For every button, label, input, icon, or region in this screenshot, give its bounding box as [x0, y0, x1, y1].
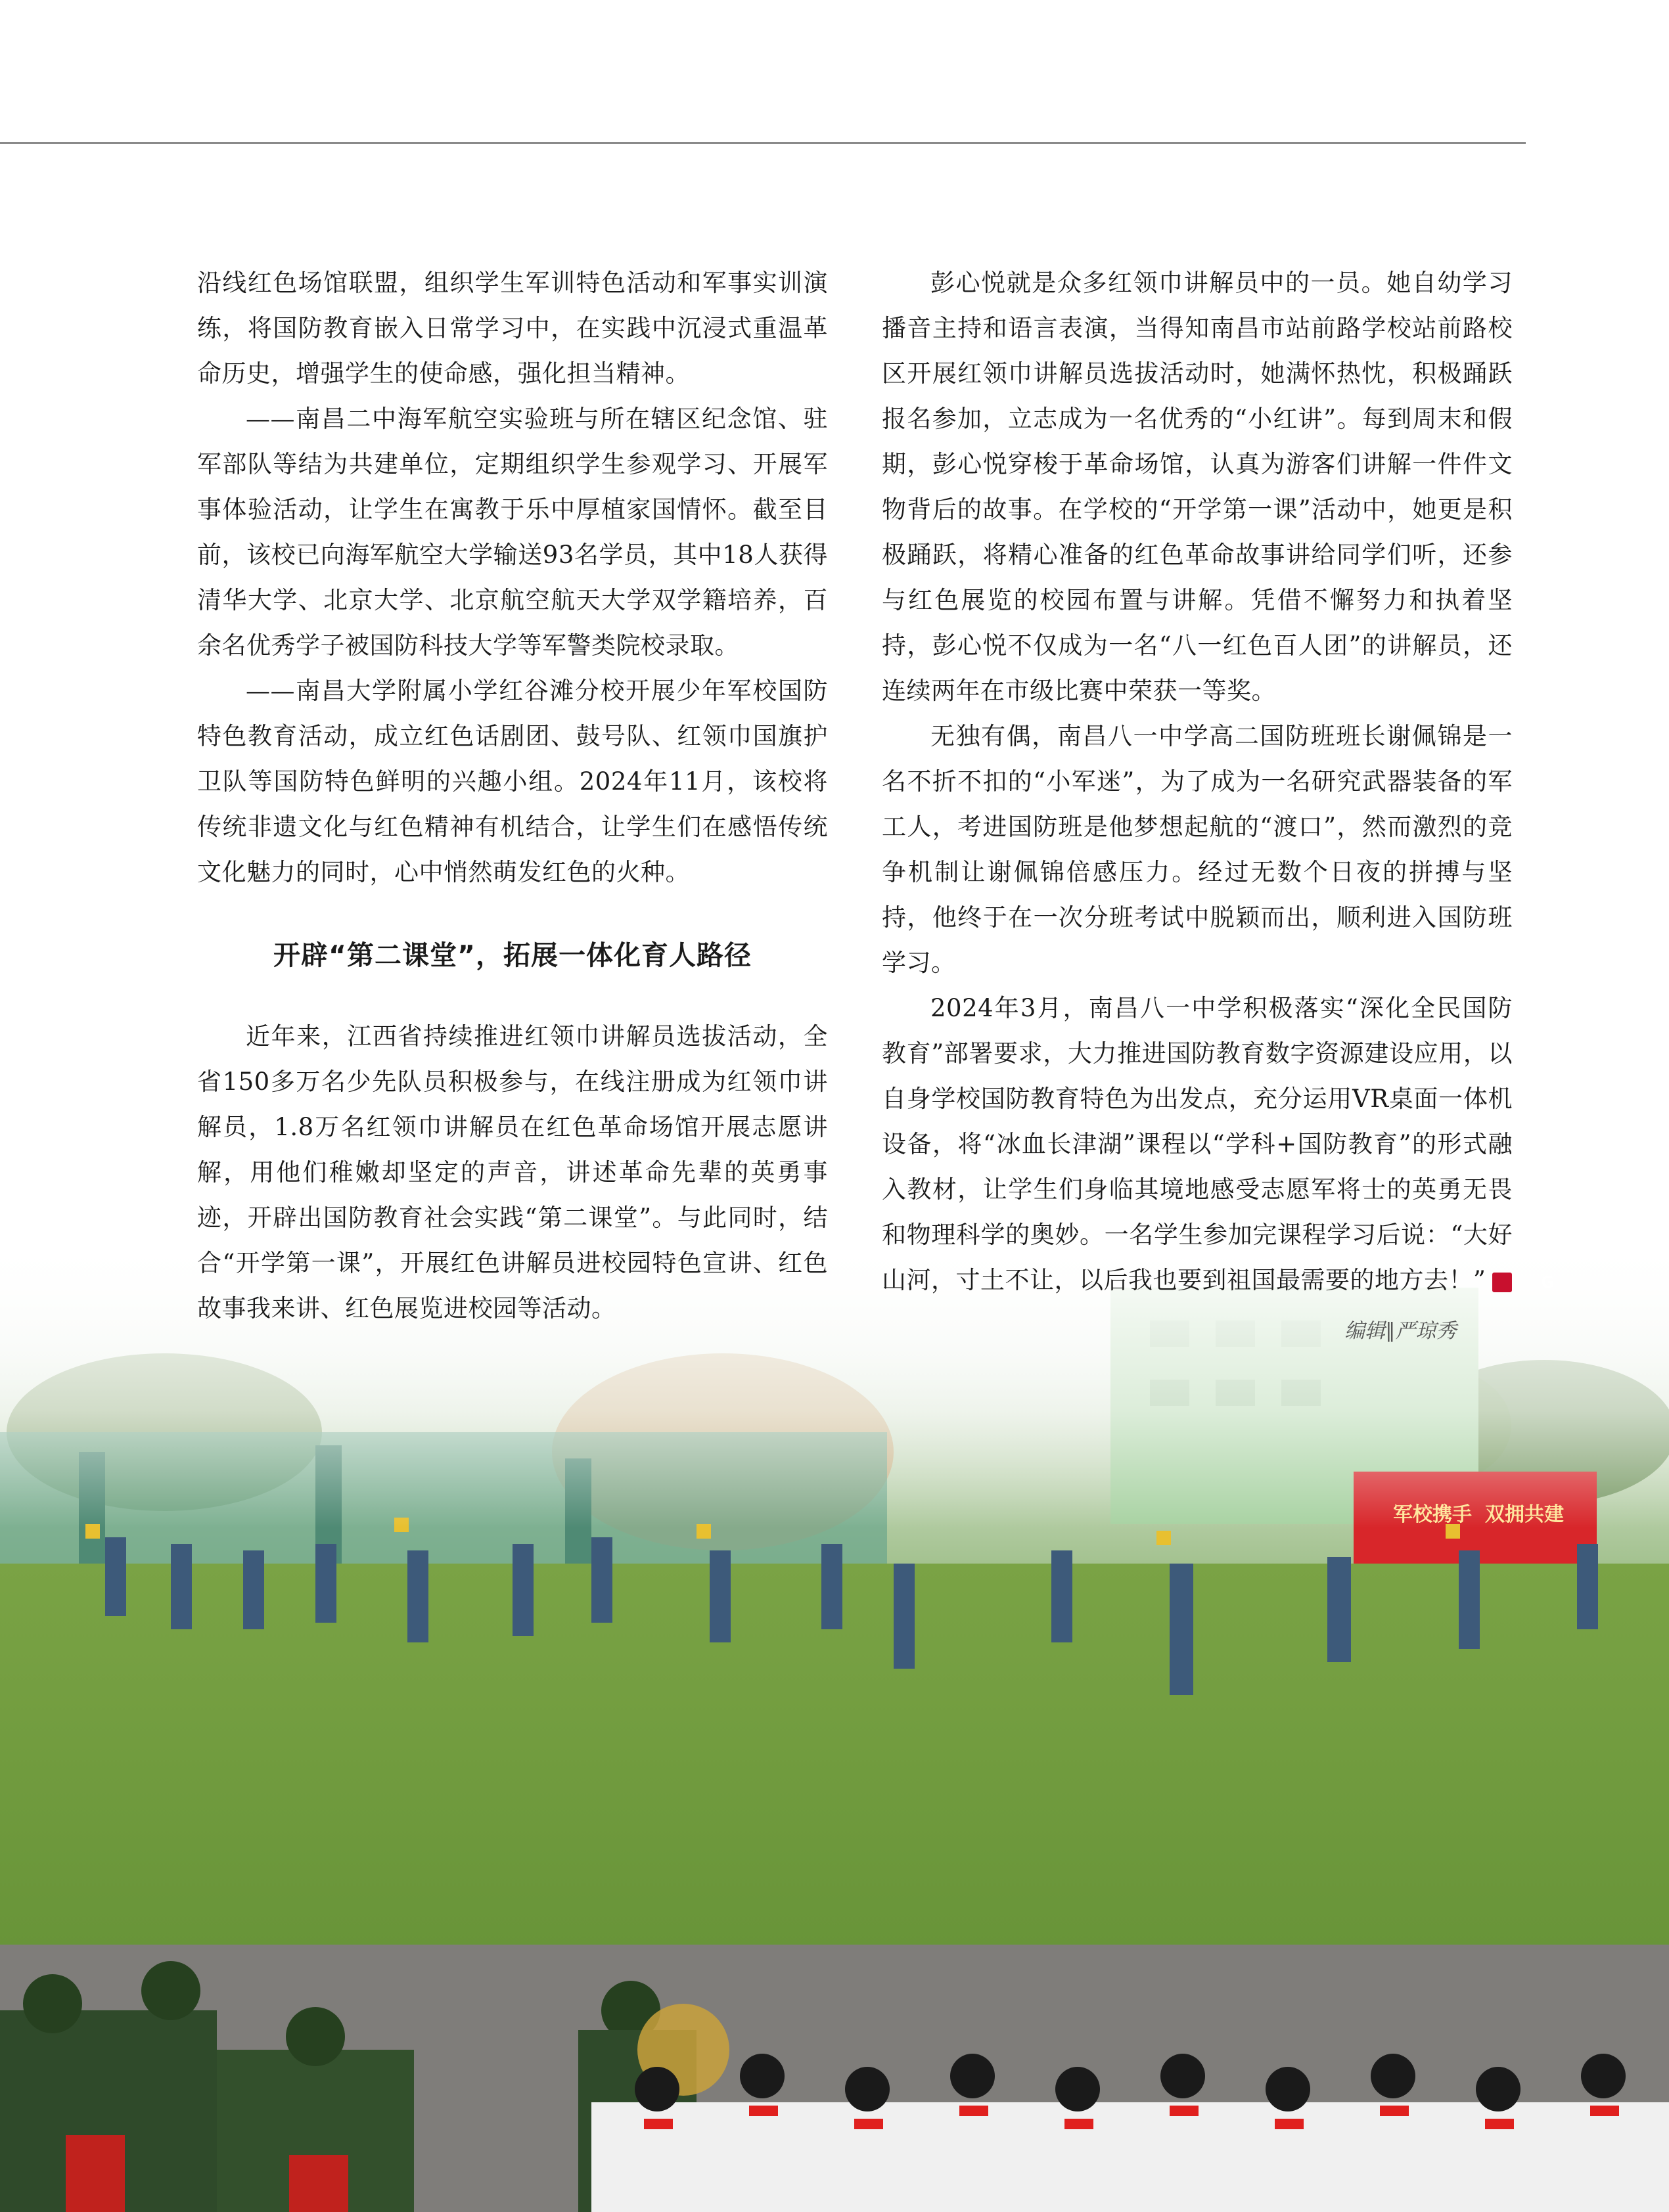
header-rule	[0, 142, 1526, 144]
photo-illustration	[0, 1235, 1669, 2212]
right-column	[882, 260, 1555, 1303]
left-paragraph: ——南昌大学附属小学红谷滩分校开展少年军校国防特色教育活动，成立红色话剧团、鼓号队、红领巾国旗护卫队等国防特色鲜明的兴趣小组。2024年11月，该校将传统非遗文化与红色精神有机结合，让学生们在感悟传统文化魅力的同时，心中悄然萌发红色的火种。	[197, 677, 828, 886]
right-paragraph-text: 2024年3月，南昌八一中学积极落实“深化全民国防教育”部署要求，大力推进国防教育数字资源建设应用，以自身学校国防教育特色为出发点，充分运用VR桌面一体机设备，将“冰血长津湖”课程以“学科+国防教育”的形式融入教材，让学生们身临其境地感受志愿军将士的英勇无畏和物理科学的奥妙。一名学生参加完课程学习后说：“大好山河，寸土不让，以后我也要到祖国最需要的地方去！”	[882, 994, 1513, 1294]
editor-credit: 编辑∥严琼秀	[1344, 1319, 1457, 1343]
left-paragraph: 近年来，江西省持续推进红领巾讲解员选拔活动，全省150多万名少先队员积极参与，在线注册成为红领巾讲解员，1.8万名红领巾讲解员在红色革命场馆开展志愿讲解，用他们稚嫩却坚定的声音，讲述革命先辈的英勇事迹，开辟出国防教育社会实践“第二课堂”。与此同时，结合“开学第一课”，开展红色讲解员进校园特色宣讲、红色故事我来讲、红色展览进校园等活动。	[197, 1022, 828, 1322]
banner-left-text: 军校携手	[1393, 1503, 1472, 1526]
left-paragraph: 沿线红色场馆联盟，组织学生军训特色活动和军事实训演练，将国防教育嵌入日常学习中，在实践中沉浸式重温革命历史，增强学生的使命感，强化担当精神。	[197, 269, 828, 388]
banner-right-text: 双拥共建	[1485, 1503, 1564, 1526]
right-paragraph: 彭心悦就是众多红领巾讲解员中的一员。她自幼学习播音主持和语言表演，当得知南昌市站前路学校站前路校区开展红领巾讲解员选拔活动时，她满怀热忱，积极踊跃报名参加，立志成为一名优秀的“小红讲”。每到周末和假期，彭心悦穿梭于革命场馆，认真为游客们讲解一件件文物背后的故事。在学校的“开学第一课”活动中，她更是积极踊跃，将精心准备的红色革命故事讲给同学们听，还参与红色展览的校园布置与讲解。凭借不懈努力和执着坚持，彭心悦不仅成为一名“八一红色百人团”的讲解员，还连续两年在市级比赛中荣获一等奖。	[882, 269, 1513, 705]
end-mark-icon: G	[1492, 1273, 1512, 1292]
right-paragraph: 无独有偶，南昌八一中学高二国防班班长谢佩锦是一名不折不扣的“小军迷”，为了成为一名研究武器装备的军工人，考进国防班是他梦想起航的“渡口”，然而激烈的竞争机制让谢佩锦倍感压力。经过无数个日夜的拼搏与坚持，他终于在一次分班考试中脱颖而出，顺利进入国防班学习。	[882, 722, 1513, 977]
right-paragraph-last	[882, 985, 1555, 1303]
left-paragraph: ——南昌二中海军航空实验班与所在辖区纪念馆、驻军部队等结为共建单位，定期组织学生参观学习、开展军事体验活动，让学生在寓教于乐中厚植家国情怀。截至目前，该校已向海军航空大学输送93名学员，其中18人获得清华大学、北京大学、北京航空航天大学双学籍培养，百余名优秀学子被国防科技大学等军警类院校录取。	[197, 405, 828, 660]
section-heading: 开辟“第二课堂”，拓展一体化育人路径	[273, 939, 752, 971]
left-column	[197, 260, 828, 1331]
article-photo	[0, 1235, 1669, 2212]
